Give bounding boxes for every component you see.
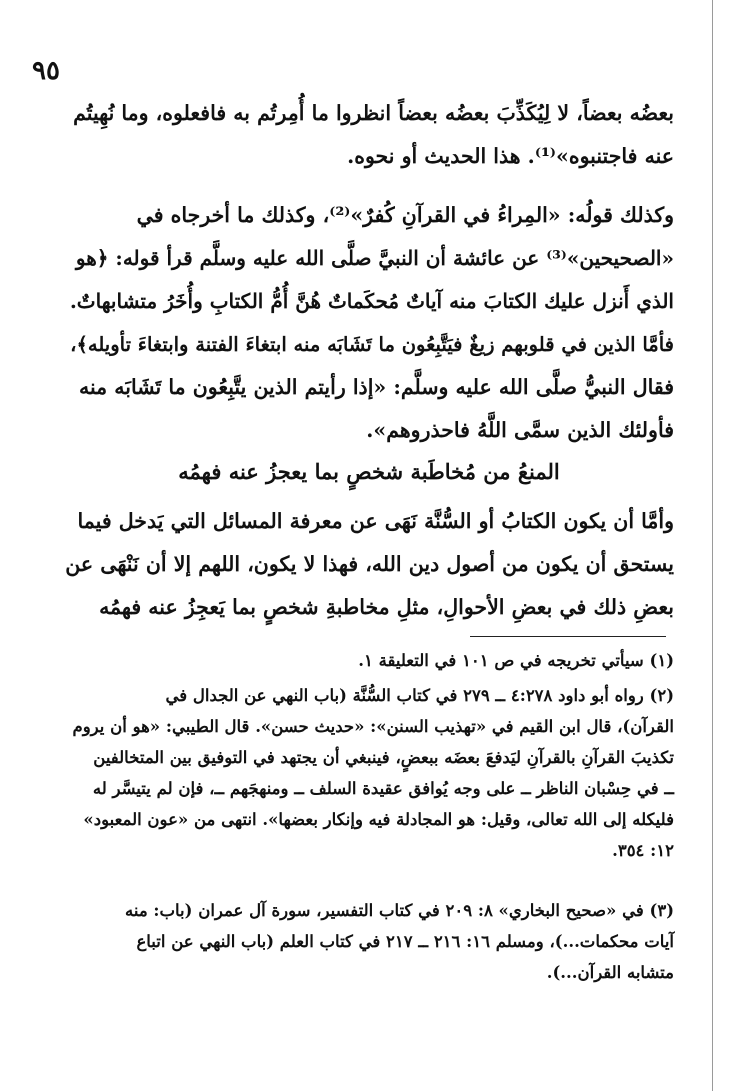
text-line: عنه فاجتنبوه»⁽¹⁾. هذا الحديث أو نحوه. [347, 144, 674, 168]
footnote-1 [64, 645, 674, 676]
footnote-line: ــ في حِسْبان الناظر ــ على وجه يُوافق عقيدة السلف ــ ومنهجَهم ــ، فإن لم يتيسَّر له [92, 779, 674, 798]
text-line: بعضِ ذلك في بعضِ الأحوالِ، مثلِ مخاطبةِ شخصٍ بما يَعجِزُ عنه فهمُه [99, 595, 674, 619]
footnote-line: (٣) في «صحيح البخاري» ٨: ٢٠٩ في كتاب التفسير، سورة آل عمران (باب: منه [125, 901, 674, 920]
text-line: فأمَّا الذين في قلوبهم زيغٌ فيَتَّبِعُون ما تَشَابَه منه ابتغاءَ الفتنة وابتغاءَ تأويله﴾، [70, 333, 674, 356]
text-line: وأمَّا أن يكون الكتابُ أو السُّنَّة نَهَى عن معرفة المسائل التي يَدخل فيما [77, 509, 674, 533]
page-number: ٩٥ [32, 56, 60, 86]
footnote-2 [64, 680, 674, 866]
paragraph-1 [64, 92, 674, 178]
footnote-line: تكذيبَ القرآنِ بالقرآنِ ليَدفعَ بعضَه ببعضٍ، فينبغي أن يجتهد في التوفيق بين المتخالفين [93, 748, 674, 767]
footnote-line: (٢) رواه أبو داود ٤:٢٧٨ ــ ٢٧٩ في كتاب السُّنَّة (باب النهي عن الجدال في [165, 686, 674, 705]
footnote-line: فليكله إلى الله تعالى، وقيل: هو المجادلة فيه وإنكار بعضها». انتهى من «عون المعبود» [83, 810, 674, 829]
footnote-separator [470, 636, 666, 637]
page-edge-line [712, 0, 713, 1091]
text-line: فقال النبيُّ صلَّى الله عليه وسلَّم: «إذا رأيتم الذين يتَّبِعُون ما تَشَابَه منه [78, 375, 674, 399]
text-line: يستحق أن يكون من أصول دين الله، فهذا لا يكون، اللهم إلا أن نَنْهَى عن [65, 552, 674, 576]
footnote-line: ١٢: ٣٥٤. [612, 841, 674, 860]
text-line: «الصحيحين»⁽³⁾ عن عائشة أن النبيَّ صلَّى الله عليه وسلَّم قرأ قوله: ﴿هو [75, 246, 674, 270]
text-line: بعضُه بعضاً، لا لِيُكَذِّبَ بعضُه بعضاً انظروا ما أُمِرتُم به فافعلوه، وما نُهِيتُم [73, 101, 674, 125]
footnote-line: متشابه القرآن...). [546, 963, 674, 982]
footnote-3 [64, 895, 674, 988]
text-line: فأولئك الذين سمَّى اللَّهُ فاحذروهم». [366, 418, 674, 442]
paragraph-2 [64, 194, 674, 452]
paragraph-3 [64, 500, 674, 629]
footnote-line: القرآن)، قال ابن القيم في «تهذيب السنن»: «حديث حسن». قال الطيبي: «هو أن يروم [72, 717, 674, 736]
footnote-line: آيات محكمات...)، ومسلم ١٦: ٢١٦ ــ ٢١٧ في كتاب العلم (باب النهي عن اتباع [136, 932, 674, 951]
footnote-line: (١) سيأتي تخريجه في ص ١٠١ في التعليقة ١. [358, 651, 674, 670]
text-line: وكذلك قولُه: «المِراءُ في القرآنِ كُفرٌ»⁽²⁾، وكذلك ما أخرجاه في [136, 203, 674, 227]
section-heading: المنعُ من مُخاطَبة شخصٍ بما يعجزُ عنه فهمُه [178, 459, 560, 484]
text-line: الذي أَنزل عليك الكتابَ منه آياتٌ مُحكَماتٌ هُنَّ أُمُّ الكتابِ وأُخَرُ متشابهاتٌ. [69, 289, 674, 313]
